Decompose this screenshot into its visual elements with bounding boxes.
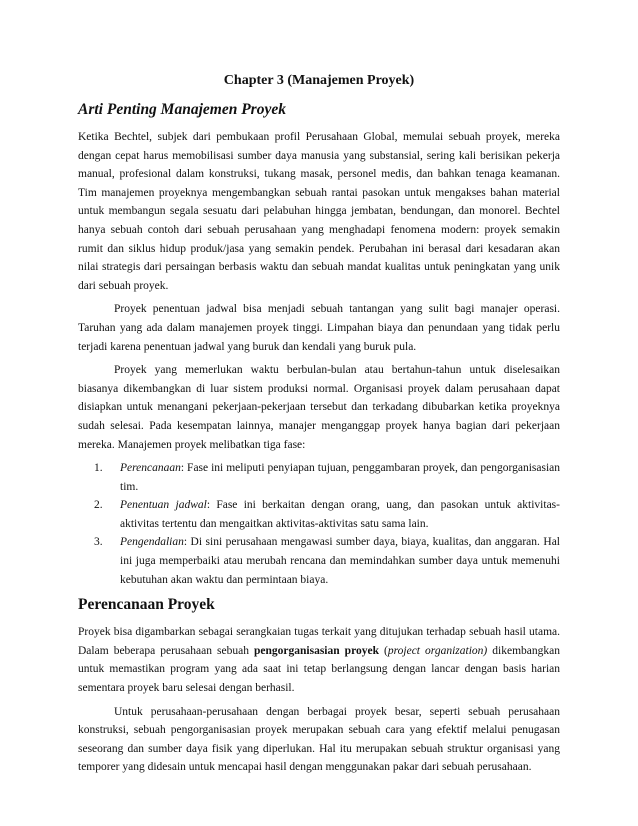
list-item <box>78 459 560 496</box>
list-number: 3. <box>94 536 103 549</box>
list-text: : Di sini perusahaan mengawasi sumber daya, biaya, kualitas, dan anggaran. Hal ini juga memperbaiki atau merubah rencana dan memindahkan sumber daya untuk memenuhi kebutuhan akan waktu dan permintaan biaya. <box>120 536 560 586</box>
phase-list <box>78 459 560 589</box>
list-term: Penentuan jadwal <box>120 499 207 512</box>
italic-term: project organization) <box>387 644 488 657</box>
list-number: 1. <box>94 462 103 475</box>
paragraph-penentuan-jadwal: Proyek penentuan jadwal bisa menjadi sebuah tantangan yang sulit bagi manajer operasi. Taruhan yang ada dalam manajemen proyek tinggi. Limpahan biaya dan penundaan yang tidak perlu terjadi karena penentuan jadwal yang buruk dan kendali yang buruk pula. <box>78 303 560 353</box>
list-number: 2. <box>94 499 103 512</box>
list-term: Pengendalian <box>120 536 184 549</box>
list-item <box>78 533 560 589</box>
list-text: : Fase ini meliputi penyiapan tujuan, penggambaran proyek, dan pengorganisasian tim. <box>120 462 560 493</box>
paragraph-bechtel: Ketika Bechtel, subjek dari pembukaan profil Perusahaan Global, memulai sebuah proyek, mereka dengan cepat harus memobilisasi sumber daya manusia yang substansial, sering kali berisikan pekerja manual, profesional dalam konstruksi, tukang masak, personel medis, dan bahkan tenaga keamanan. Tim manajemen proyeknya mengembangkan sebuah rantai pasokan untuk mengakses bahan material untuk membangun segala sesuatu dari pelabuhan hingga jembatan, bendungan, dan monorel. Bechtel hanya sebuah contoh dari sebuah perusahaan yang menghadapi fenomena modern: proyek semakin rumit dan siklus hidup produk/jasa yang semakin pendek. Perubahan ini berasal dari kesadaran akan nilai strategis dari persaingan berbasis waktu dan sebuah mandat kualitas untuk peningkatan yang unik dari sebuah proyek. <box>78 131 560 292</box>
section-heading-arti-penting: Arti Penting Manajemen Proyek <box>78 101 286 118</box>
list-text: : Fase ini berkaitan dengan orang, uang, dan pasokan untuk aktivitas-aktivitas tertentu dan mengaitkan aktivitas-aktivitas satu sama lain. <box>120 499 560 530</box>
list-term: Perencanaan <box>120 462 181 475</box>
chapter-title: Chapter 3 (Manajemen Proyek) <box>223 73 415 88</box>
section-heading-perencanaan: Perencanaan Proyek <box>78 596 215 614</box>
paragraph-perusahaan-konstruksi: Untuk perusahaan-perusahaan dengan berbagai proyek besar, seperti sebuah perusahaan konstruksi, sebuah pengorganisasian proyek merupakan sebuah cara yang efektif melalui penugasan seseorang dan sumber daya fisik yang diperlukan. Hal itu merupakan sebuah struktur organisasi yang temporer yang didesain untuk mencapai hasil dengan menggunakan pakar dari sebuah perusahaan. <box>78 705 560 774</box>
list-item <box>78 496 560 533</box>
text-run: ( <box>378 644 388 657</box>
text-run: dikembangkan untuk memastikan program yang ada saat ini tetap berlangsung dengan lancar dengan basis harian sementara proyek baru selesai dengan berhasil. <box>78 644 560 695</box>
paragraph-definisi-proyek <box>78 623 560 697</box>
text-run: Proyek bisa digambarkan sebagai serangkaian tugas terkait yang ditujukan terhadap sebuah hasil utama. Dalam beberapa perusahaan sebuah <box>78 626 560 657</box>
bold-term: pengorganisasian proyek <box>254 644 379 657</box>
paragraph-tiga-fase: Proyek yang memerlukan waktu berbulan-bulan atau bertahun-tahun untuk diselesaikan biasanya dikembangkan di luar sistem produksi normal. Organisasi proyek dalam perusahaan dapat disiapkan untuk menangani pekerjaan-pekerjaan tersebut dan terkadang dibubarkan ketika proyeknya sudah selesai. Pada kesempatan lainnya, manajer menganggap proyek hanya bagian dari pekerjaan mereka. Manajemen proyek melibatkan tiga fase: <box>78 364 560 451</box>
